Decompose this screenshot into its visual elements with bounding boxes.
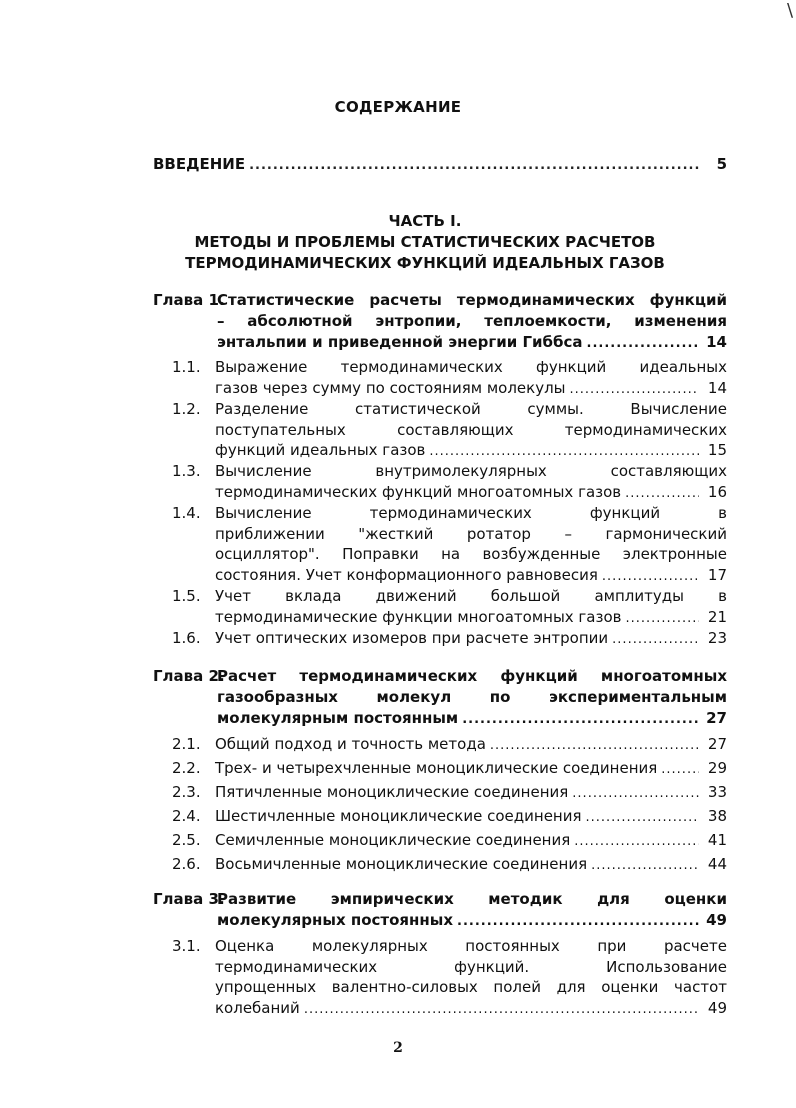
- toc-section-1-5[interactable]: [172, 586, 727, 629]
- section-page: 16: [707, 482, 727, 501]
- dot-leader: [462, 709, 699, 730]
- section-title-line: Выражение термодинамических функций идеальных: [215, 358, 727, 376]
- section-title-line: Разделение статистической суммы. Вычисление: [215, 400, 727, 418]
- section-page: 15: [707, 441, 727, 459]
- toc-section-2-6[interactable]: [172, 854, 727, 877]
- chapter-number: Глава 2.: [153, 667, 225, 685]
- dot-leader: [586, 808, 700, 829]
- toc-section-2-3[interactable]: [172, 782, 727, 805]
- section-title-line: осциллятор". Поправки на возбужденные электронные: [215, 545, 727, 563]
- section-number: 1.5.: [172, 587, 201, 605]
- dot-leader: [602, 567, 699, 588]
- toc-section-3-1[interactable]: [172, 936, 727, 1020]
- dot-leader: [429, 442, 699, 463]
- section-title-line: Учет оптических изомеров при расчете энтропии: [215, 629, 609, 647]
- section-title-line: функций идеальных газов: [215, 441, 426, 459]
- chapter-title-line: Развитие эмпирических методик для оценки: [217, 890, 727, 908]
- dot-leader: [625, 484, 699, 505]
- section-number: 1.2.: [172, 400, 201, 418]
- section-title-line: состояния. Учет конформационного равновесия: [215, 565, 598, 584]
- section-page: 17: [707, 565, 727, 584]
- section-title-line: Оценка молекулярных постоянных при расчете: [215, 937, 727, 955]
- toc-section-1-1[interactable]: [172, 357, 727, 400]
- section-title-line: приближении "жесткий ротатор – гармонический: [215, 524, 727, 543]
- section-title-line: Учет вклада движений большой амплитуды в: [215, 587, 727, 605]
- toc-chapter-3[interactable]: [153, 889, 727, 932]
- chapter-page: 49: [706, 911, 727, 929]
- toc-section-1-6[interactable]: [172, 628, 727, 651]
- chapter-title-line: газообразных молекул по экспериментальным: [217, 688, 727, 706]
- section-number: 2.2.: [172, 759, 201, 777]
- section-number: 2.6.: [172, 855, 201, 873]
- dot-leader: [591, 856, 699, 877]
- toc-chapter-2[interactable]: [153, 666, 727, 730]
- section-title-line: Восьмичленные моноциклические соединения: [215, 855, 588, 873]
- toc-section-2-2[interactable]: [172, 758, 727, 781]
- dot-leader: [457, 911, 699, 932]
- toc-section-2-5[interactable]: [172, 830, 727, 853]
- chapter-title-line: энтальпии и приведенной энергии Гиббса: [217, 333, 583, 351]
- section-number: 1.3.: [172, 462, 201, 480]
- section-title-line: термодинамических функций многоатомных газов: [215, 482, 622, 501]
- section-title-line: термодинамические функции многоатомных газов: [215, 607, 622, 626]
- section-title-line: упрощенных валентно-силовых полей для оценки частот: [215, 978, 727, 996]
- chapter-number: Глава 3.: [153, 890, 225, 908]
- section-page: 23: [707, 629, 727, 647]
- chapter-title-line: Расчет термодинамических функций многоатомных: [217, 667, 727, 685]
- part-heading-line1: ЧАСТЬ I.: [388, 212, 462, 230]
- section-number: 1.6.: [172, 629, 201, 647]
- scan-mark: \: [787, 0, 794, 21]
- dot-leader: [661, 760, 699, 781]
- section-number: 2.1.: [172, 735, 201, 753]
- section-number: 2.3.: [172, 783, 201, 801]
- section-title-line: Трех- и четырехчленные моноциклические соединения: [215, 759, 658, 777]
- toc-intro-page: 5: [716, 155, 727, 173]
- toc-section-1-3[interactable]: [172, 461, 727, 504]
- section-page: 41: [707, 831, 727, 849]
- section-title-line: Вычисление внутримолекулярных составляющих: [215, 462, 727, 480]
- page-title: СОДЕРЖАНИЕ: [334, 98, 462, 116]
- chapter-number: Глава 1.: [153, 291, 225, 309]
- toc-section-1-2[interactable]: [172, 399, 727, 463]
- toc-section-2-4[interactable]: [172, 806, 727, 829]
- dot-leader: [574, 832, 699, 853]
- chapter-title-line: – абсолютной энтропии, теплоемкости, изменения: [217, 312, 727, 330]
- section-title-line: колебаний: [215, 998, 300, 1017]
- dot-leader: [249, 158, 701, 173]
- section-number: 2.5.: [172, 831, 201, 849]
- toc-section-2-1[interactable]: [172, 734, 727, 757]
- section-number: 3.1.: [172, 937, 201, 955]
- section-title-line: поступательных составляющих термодинамических: [215, 420, 727, 439]
- section-page: 44: [707, 855, 727, 873]
- section-page: 21: [707, 607, 727, 626]
- chapter-title-line: молекулярным постоянным: [217, 709, 459, 727]
- section-title-line: Семичленные моноциклические соединения: [215, 831, 571, 849]
- toc-intro[interactable]: [153, 155, 727, 173]
- section-page: 33: [707, 783, 727, 801]
- section-number: 1.1.: [172, 358, 201, 376]
- section-title-line: газов через сумму по состояниям молекулы: [215, 378, 566, 397]
- toc-intro-label: ВВЕДЕНИЕ: [153, 155, 246, 173]
- section-page: 38: [707, 807, 727, 825]
- toc-chapter-1[interactable]: [153, 290, 727, 354]
- dot-leader: [570, 380, 699, 401]
- dot-leader: [587, 333, 700, 354]
- section-page: 49: [707, 998, 727, 1017]
- toc-section-1-4[interactable]: [172, 503, 727, 587]
- section-page: 14: [707, 378, 727, 397]
- section-title-line: термодинамических функций. Использование: [215, 957, 727, 976]
- section-title-line: Вычисление термодинамических функций в: [215, 504, 727, 522]
- part-heading-line3: ТЕРМОДИНАМИЧЕСКИХ ФУНКЦИЙ ИДЕАЛЬНЫХ ГАЗОВ: [185, 254, 665, 272]
- part-heading: [150, 211, 700, 274]
- section-page: 29: [707, 759, 727, 777]
- section-number: 1.4.: [172, 504, 201, 522]
- dot-leader: [626, 609, 700, 630]
- chapter-title-line: молекулярных постоянных: [217, 911, 454, 929]
- section-title-line: Пятичленные моноциклические соединения: [215, 783, 569, 801]
- dot-leader: [490, 736, 699, 757]
- section-page: 27: [707, 735, 727, 753]
- chapter-page: 14: [706, 333, 727, 351]
- dot-leader: [304, 1000, 699, 1021]
- section-title-line: Общий подход и точность метода: [215, 735, 486, 753]
- section-number: 2.4.: [172, 807, 201, 825]
- dot-leader: [612, 630, 699, 651]
- dot-leader: [572, 784, 699, 805]
- section-title-line: Шестичленные моноциклические соединения: [215, 807, 582, 825]
- chapter-page: 27: [706, 709, 727, 727]
- part-heading-line2: МЕТОДЫ И ПРОБЛЕМЫ СТАТИСТИЧЕСКИХ РАСЧЕТОВ: [194, 233, 656, 251]
- page-number: 2: [393, 1040, 403, 1056]
- chapter-title-line: Статистические расчеты термодинамических функций: [217, 291, 727, 309]
